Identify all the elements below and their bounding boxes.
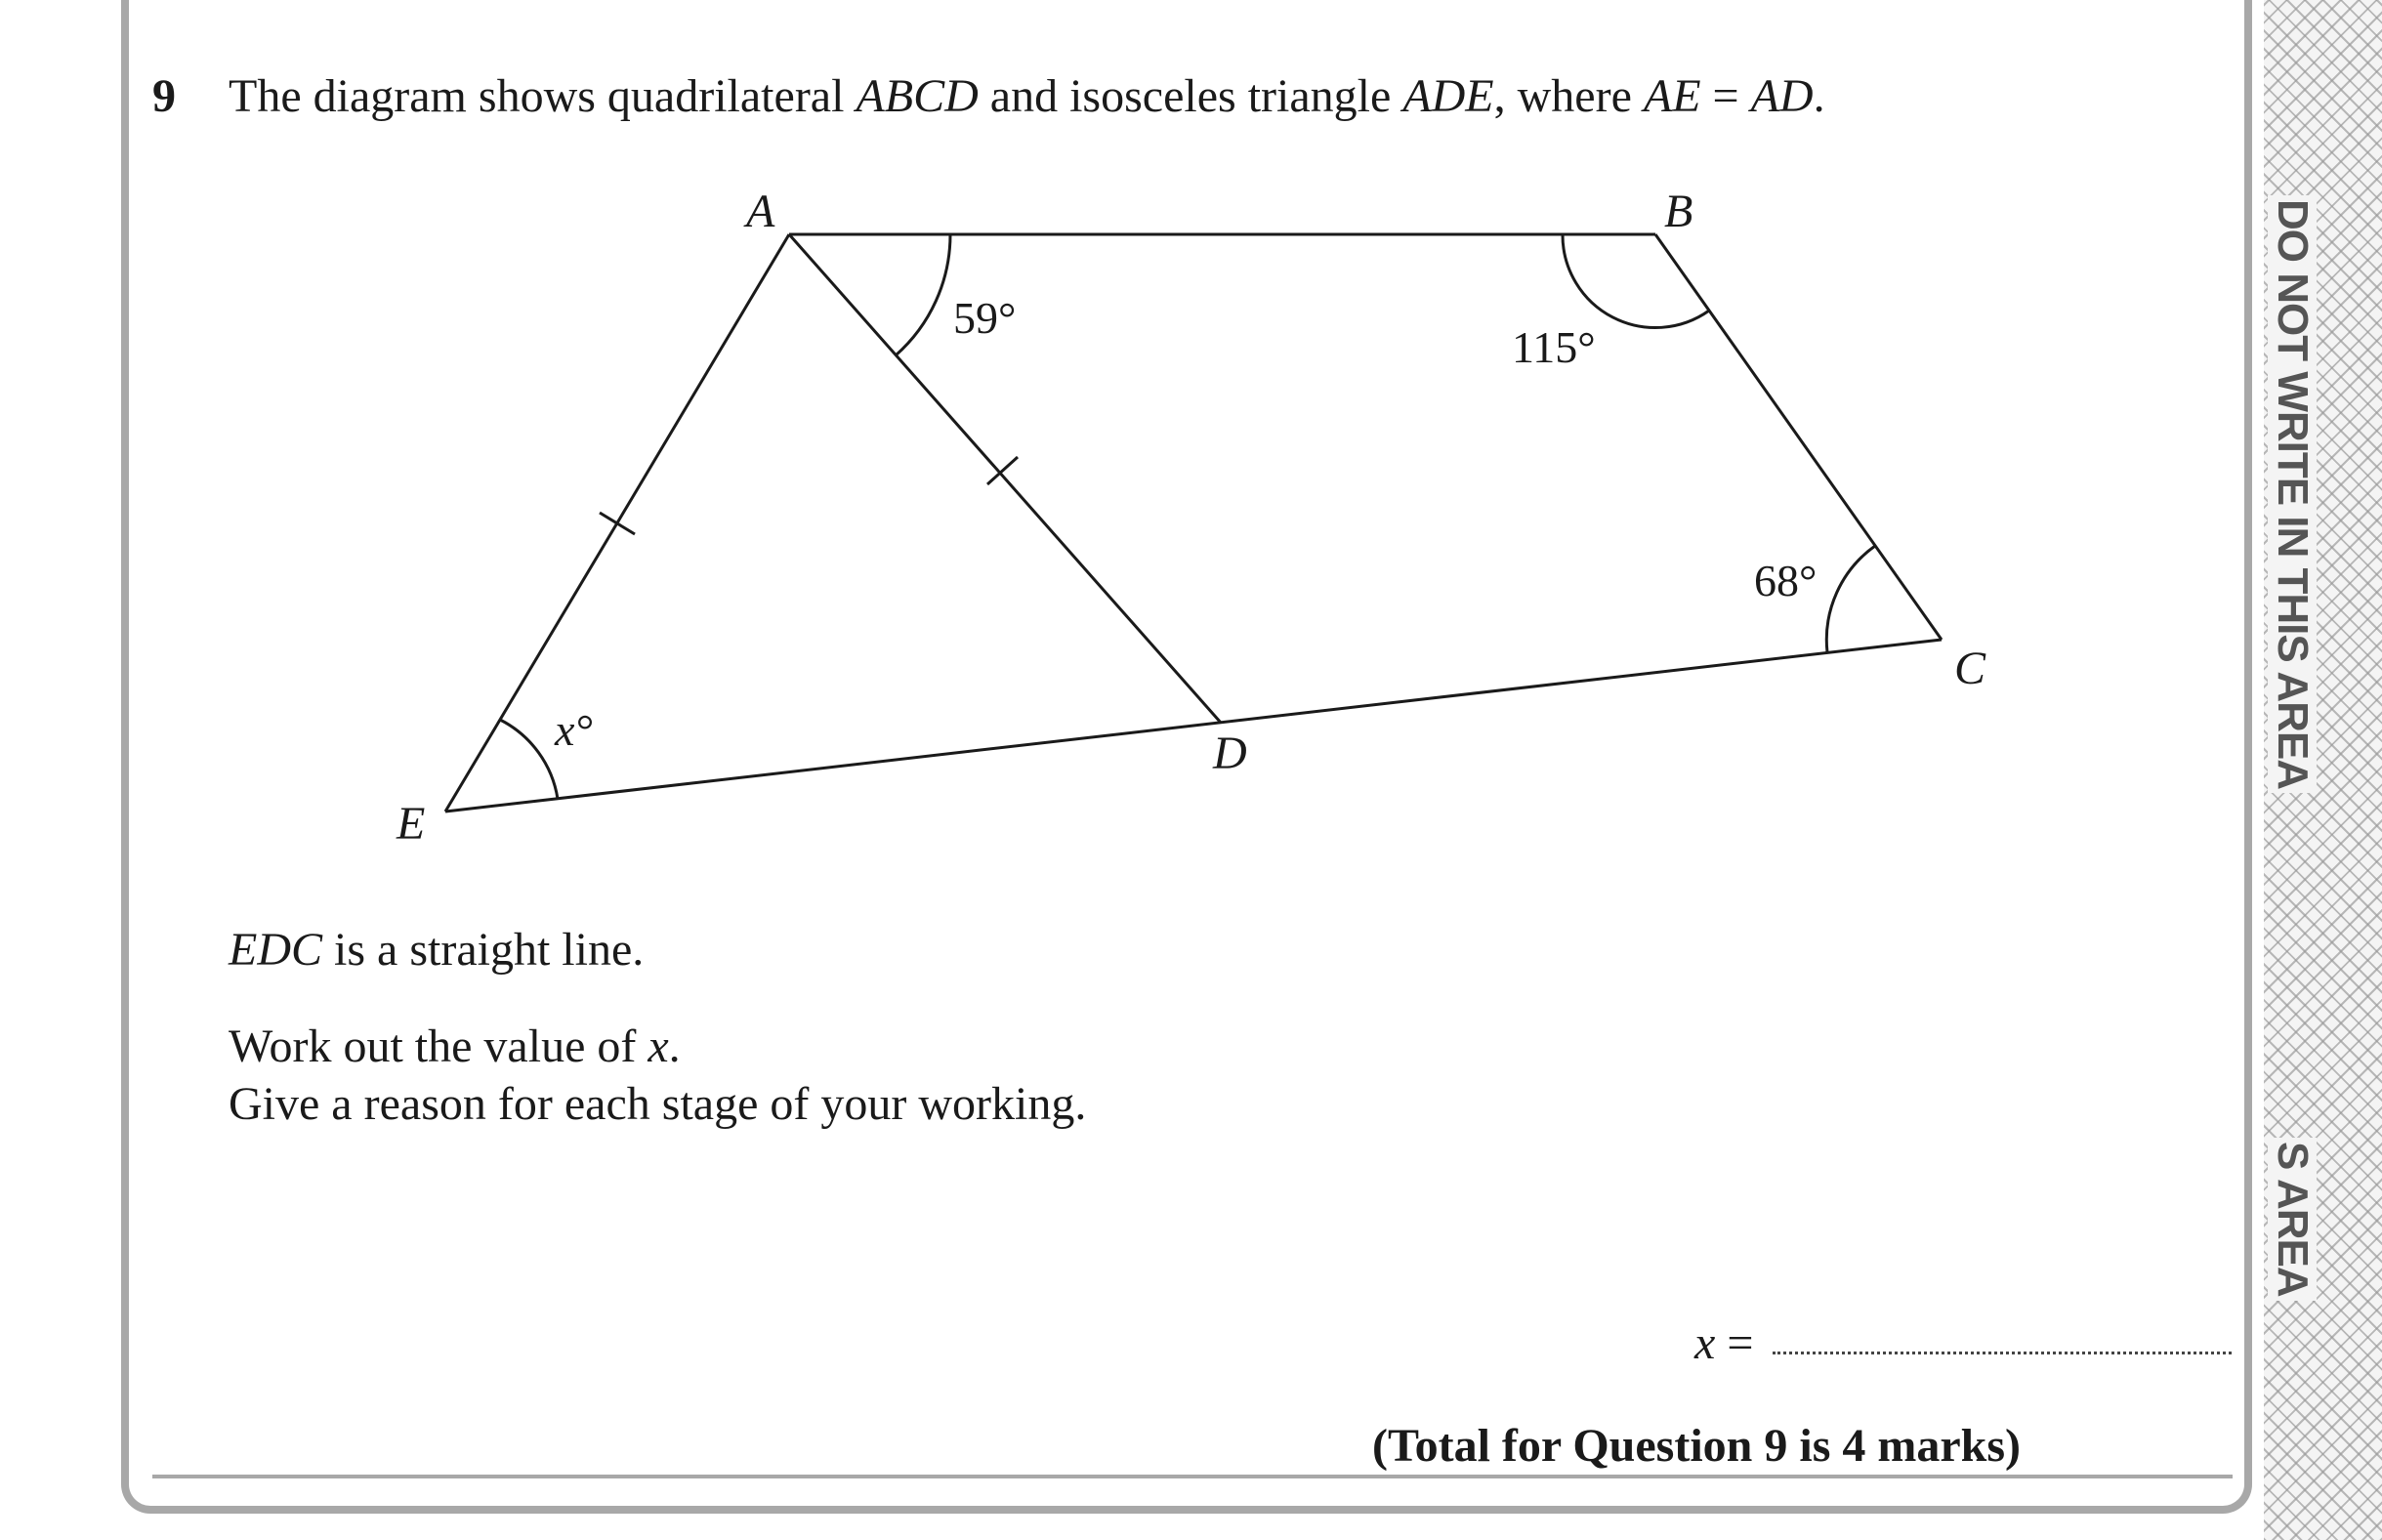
intro-var-abcd: ABCD <box>856 70 979 122</box>
angle-label-b: 115° <box>1512 322 1596 372</box>
vertex-label-c: C <box>1954 643 1986 694</box>
answer-equals: = <box>1715 1317 1754 1369</box>
statement-text: is a straight line. <box>322 924 645 976</box>
angle-arc-e <box>500 720 558 799</box>
straight-line-statement <box>229 922 644 978</box>
intro-var-ad: AD <box>1750 70 1814 122</box>
line-edc <box>445 640 1942 812</box>
intro-var-ae: AE <box>1643 70 1701 122</box>
instruction-text-2: . <box>668 1020 681 1072</box>
instruction-text-1: Work out the value of <box>229 1020 648 1072</box>
intro-text-4: = <box>1700 70 1751 122</box>
angle-label-a: 59° <box>953 293 1017 343</box>
intro-text-2: and isosceles triangle <box>978 70 1403 122</box>
question-number: 9 <box>152 70 176 122</box>
intro-text-5: . <box>1813 70 1825 122</box>
question-divider <box>152 1475 2233 1478</box>
instruction-line-2: Give a reason for each stage of your working. <box>229 1078 1087 1130</box>
intro-var-ade: ADE <box>1402 70 1494 122</box>
vertex-label-a: A <box>746 186 775 237</box>
instruction-line-1 <box>229 1019 681 1075</box>
answer-var-x: x <box>1694 1317 1716 1369</box>
intro-text-3: , where <box>1493 70 1644 122</box>
vertex-label-b: B <box>1664 186 1693 237</box>
instruction-var-x: x <box>648 1020 669 1072</box>
angle-label-c: 68° <box>1754 556 1818 605</box>
do-not-write-label: DO NOT WRITE IN THIS AREA <box>2268 195 2317 793</box>
intro-text-1: The diagram shows quadrilateral <box>229 70 857 122</box>
answer-label <box>1694 1315 1753 1372</box>
vertex-label-e: E <box>397 798 426 850</box>
tick-mark-ad <box>987 457 1018 484</box>
vertex-label-d: D <box>1213 728 1247 779</box>
statement-var-edc: EDC <box>229 924 322 976</box>
do-not-write-label-partial: S AREA <box>2268 1138 2317 1301</box>
angle-arc-a <box>896 234 950 355</box>
tick-mark-ae <box>600 513 635 534</box>
answer-line[interactable] <box>1773 1352 2232 1354</box>
total-marks: (Total for Question 9 is 4 marks) <box>1372 1420 2022 1472</box>
angle-arc-c <box>1826 546 1875 652</box>
angle-label-e: x° <box>555 705 593 755</box>
